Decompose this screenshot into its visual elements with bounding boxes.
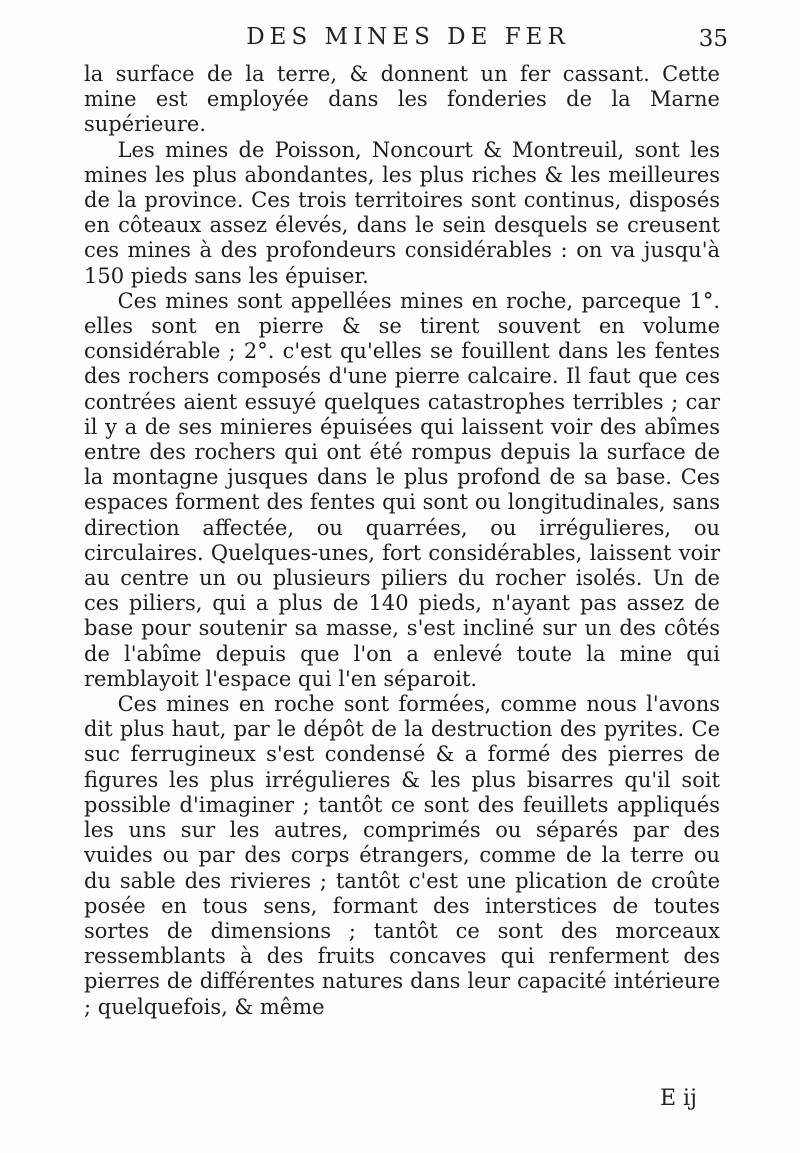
paragraph-mines-en-roche: Ces mines sont appellées mines en roche, parceque 1°. elles sont en pierre & se tirent souvent en volume considérable ; 2°. c'est qu'elles se fouillent dans les fentes des rochers composés d'une pierre calcaire. Il faut que ces contrées aient essuyé quelques catastrophes terribles ; car il y a de ses minieres épuisées qui laissent voir des abîmes entre des rochers qui ont été rompus depuis la surface de la montagne jusques dans le plus profond de sa base. Ces espaces forment des fentes qui sont ou longitudinales, sans direction affectée, ou quarrées, ou irrégulieres, ou circulaires. Quelques-unes, fort considérables, laissent voir au centre un ou plusieurs piliers du rocher isolés. Un de ces piliers, qui a plus de 140 pieds, n'ayant pas assez de base pour soutenir sa masse, s'est incliné sur un des côtés de l'abîme depuis que l'on a enlevé toute la mine qui remblayoit l'espace qui l'en séparoit. xyxy=(84,288,720,691)
body-text xyxy=(84,62,720,1020)
page-header xyxy=(88,22,728,62)
running-title: DES MINES DE FER xyxy=(246,24,570,50)
paragraph-continued: la surface de la terre, & donnent un fer cassant. Cette mine est employée dans les fonderies de la Marne supérieure. xyxy=(84,62,720,137)
signature-mark: E ij xyxy=(660,1086,697,1111)
paragraph-formation: Ces mines en roche sont formées, comme nous l'avons dit plus haut, par le dépôt de la destruction des pyrites. Ce suc ferrugineux s'est condensé & a formé des pierres de figures les plus irrégulieres & les plus bisarres qu'il soit possible d'imaginer ; tantôt ce sont des feuillets appliqués les uns sur les autres, comprimés ou séparés par des vuides ou par des corps étrangers, comme de la terre ou du sable des rivieres ; tantôt c'est une plication de croûte posée en tous sens, formant des interstices de toutes sortes de dimensions ; tantôt ce sont des morceaux ressemblants à des fruits concaves qui renferment des pierres de différentes natures dans leur capacité intérieure ; quelquefois, & même xyxy=(84,692,720,1019)
page-number: 35 xyxy=(698,26,728,52)
paragraph-mines-poisson: Les mines de Poisson, Noncourt & Montreuil, sont les mines les plus abondantes, les plus riches & les meilleures de la province. Ces trois territoires sont continus, disposés en côteaux assez élevés, dans le sein desquels se creusent ces mines à des profondeurs considérables : on va jusqu'à 150 pieds sans les épuiser. xyxy=(84,137,720,288)
